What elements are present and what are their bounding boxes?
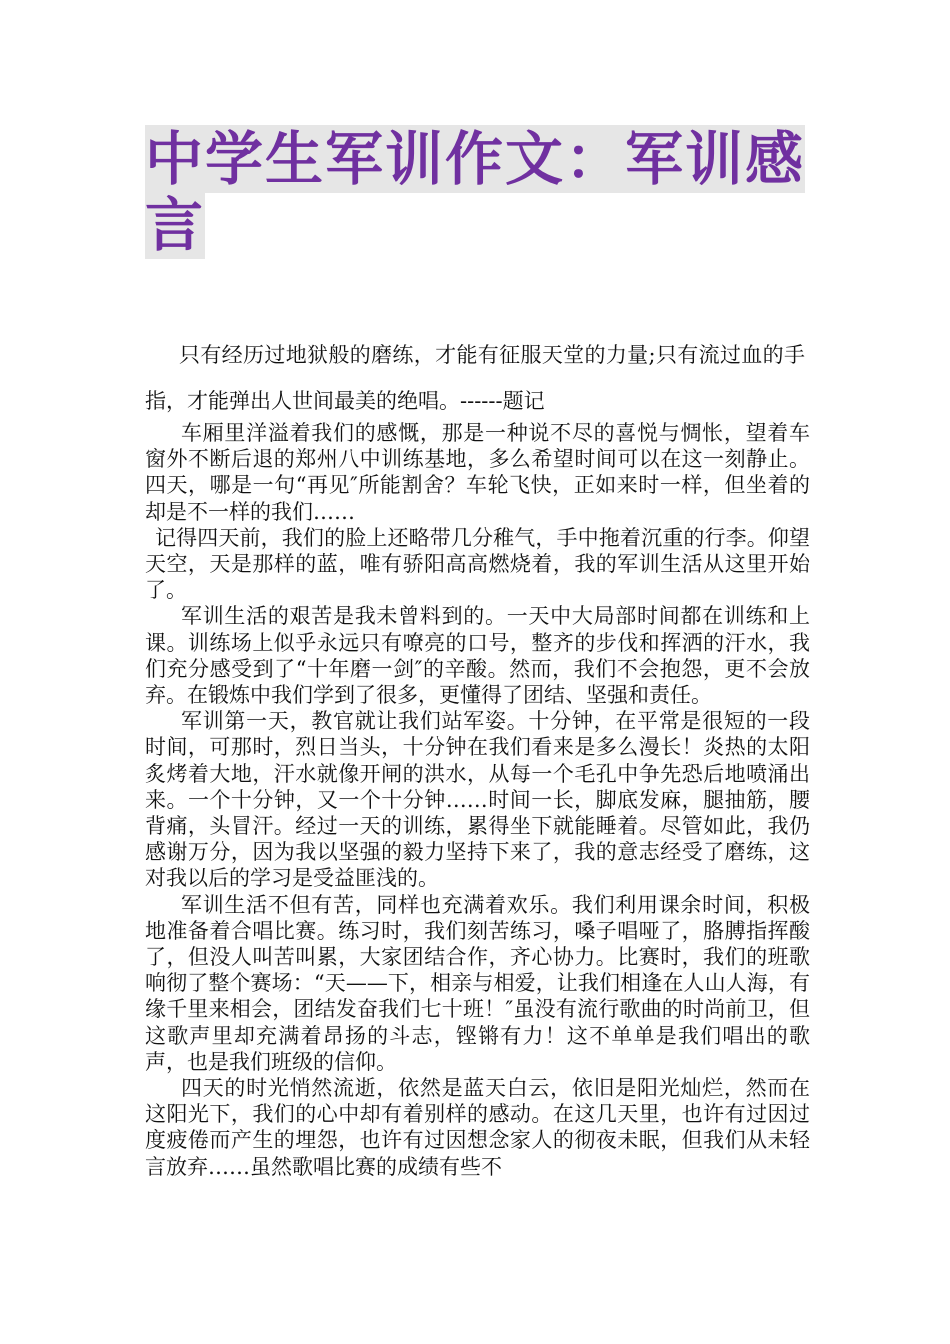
- paragraph: 军训生活不但有苦，同样也充满着欢乐。我们利用课余时间，积极地准备着合唱比赛。练习时，我们刻苦练习，嗓子唱哑了，胳膊指挥酸了，但没人叫苦叫累，大家团结合作，齐心协力。比赛时，我们的班歌响彻了整个赛场：“天——下，相亲与相爱，让我们相逢在人山人海，有缘千里来相会，团结发奋我们七十班！″虽没有流行歌曲的时尚前卫，但这歌声里却充满着昂扬的斗志，铿锵有力！这不单单是我们唱出的歌声，也是我们班级的信仰。: [145, 892, 810, 1074]
- paragraph: 记得四天前，我们的脸上还略带几分稚气，手中拖着沉重的行李。仰望天空，天是那样的蓝，唯有骄阳高高燃烧着，我的军训生活从这里开始了。: [145, 525, 810, 603]
- epigraph: 只有经历过地狱般的磨练，才能有征服天堂的力量;只有流过血的手指，才能弹出人世间最美的绝唱。------题记: [145, 343, 805, 413]
- document-title: [145, 126, 815, 258]
- paragraph: 军训生活的艰苦是我未曾料到的。一天中大局部时间都在训练和上课。训练场上似乎永远只有嘹亮的口号，整齐的步伐和挥洒的汗水，我们充分感受到了“十年磨一剑″的辛酸。然而，我们不会抱怨，更不会放弃。在锻炼中我们学到了很多，更懂得了团结、坚强和责任。: [145, 604, 810, 708]
- article-body: [145, 420, 810, 1180]
- title-text: 中学生军训作文：军训感言: [145, 125, 806, 259]
- paragraph: 军训第一天，教官就让我们站军姿。十分钟，在平常是很短的一段时间，可那时，烈日当头，十分钟在我们看来是多么漫长！炎热的太阳炙烤着大地，汗水就像开闸的洪水，从每一个毛孔中争先恐后地喷涌出来。一个十分钟，又一个十分钟……时间一长，脚底发麻，腿抽筋，腰背痛，头冒汗。经过一天的训练，累得坐下就能睡着。尽管如此，我仍感谢万分，因为我以坚强的毅力坚持下来了，我的意志经受了磨练，这对我以后的学习是受益匪浅的。: [145, 709, 810, 891]
- paragraph: 车厢里洋溢着我们的感慨，那是一种说不尽的喜悦与惆怅，望着车窗外不断后退的郑州八中训练基地，多么希望时间可以在这一刻静止。四天，哪是一句“再见″所能割舍？车轮飞快，正如来时一样，但坐着的却是不一样的我们……: [145, 421, 810, 524]
- paragraph: 四天的时光悄然流逝，依然是蓝天白云，依旧是阳光灿烂，然而在这阳光下，我们的心中却有着别样的感动。在这几天里，也许有过因过度疲倦而产生的埋怨，也许有过因想念家人的彻夜未眠，但我们从未轻言放弃……虽然歌唱比赛的成绩有些不: [145, 1076, 810, 1179]
